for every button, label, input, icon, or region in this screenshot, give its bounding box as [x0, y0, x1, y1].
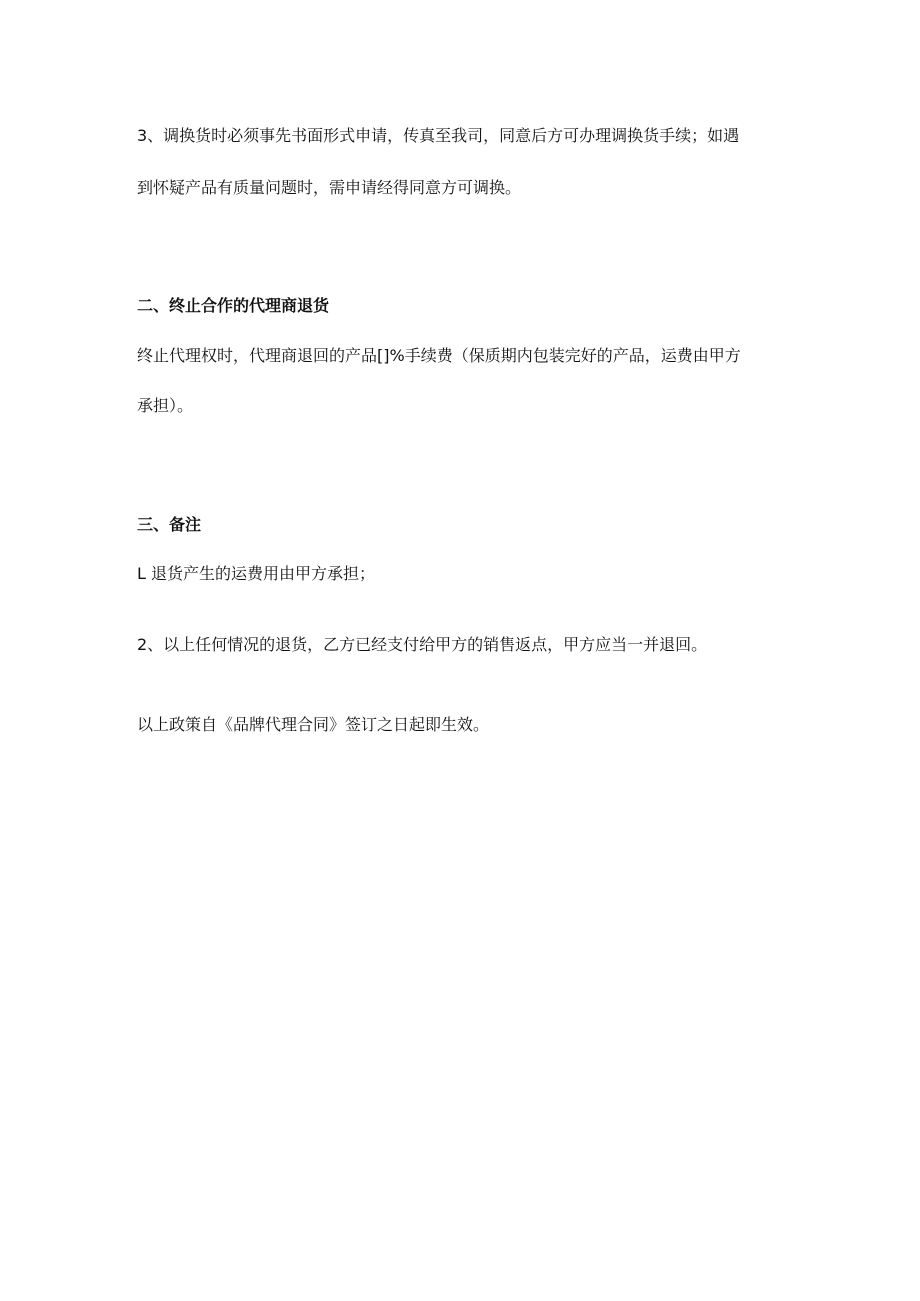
section-2-heading: 二、终止合作的代理商退货 [137, 296, 330, 315]
note-1: L 退货产生的运费用由甲方承担； [137, 564, 376, 583]
item-3-line-2: 到怀疑产品有质量问题时，需申请经得同意方可调换。 [137, 178, 522, 197]
section-3-heading: 三、备注 [137, 515, 202, 534]
section-2-line-1: 终止代理权时，代理商退回的产品[]%手续费（保质期内包装完好的产品，运费由甲方 [137, 346, 741, 365]
section-2-line-2: 承担）。 [137, 396, 194, 415]
note-2: 2、以上任何情况的退货，乙方已经支付给甲方的销售返点，甲方应当一并退回。 [137, 635, 708, 654]
closing-statement: 以上政策自《品牌代理合同》签订之日起即生效。 [137, 715, 490, 734]
item-3-line-1: 3、调换货时必须事先书面形式申请，传真至我司，同意后方可办理调换货手续；如遇 [137, 126, 740, 145]
